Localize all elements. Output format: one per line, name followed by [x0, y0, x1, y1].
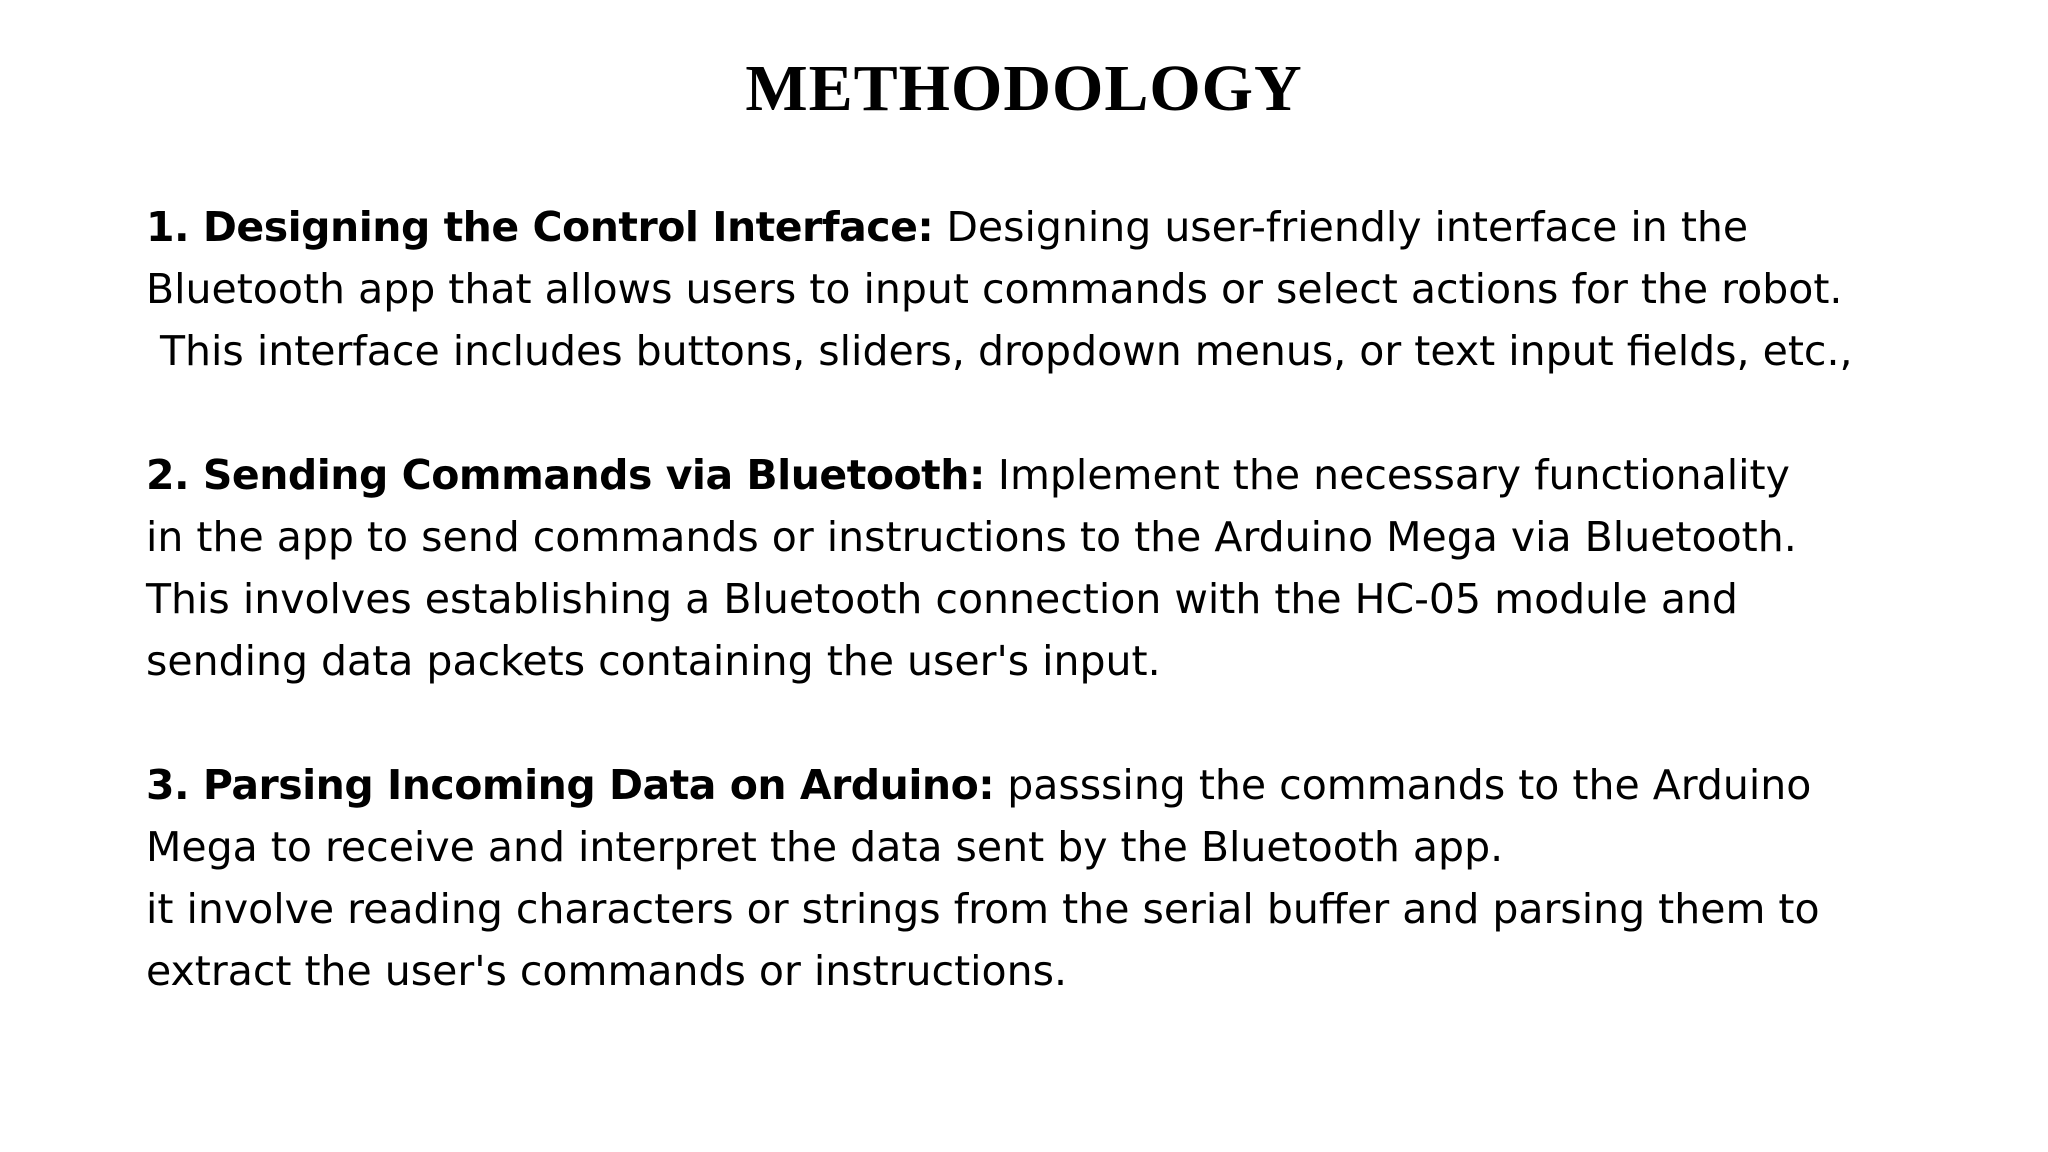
section-3-line-4: extract the user's commands or instructions. [146, 947, 1068, 995]
section-2-heading: 2. Sending Commands via Bluetooth: [146, 451, 985, 499]
section-2-text-1: Implement the necessary functionality [984, 451, 1790, 499]
section-2-line-1 [146, 444, 2006, 506]
section-3 [146, 754, 2006, 1002]
section-gap [146, 382, 2006, 444]
section-3-line-2: Mega to receive and interpret the data sent by the Bluetooth app. [146, 823, 1504, 871]
section-1-line-1 [146, 196, 2006, 258]
methodology-body [146, 196, 2006, 1002]
section-2-line-4: sending data packets containing the user's input. [146, 637, 1161, 685]
section-1-line-2: Bluetooth app that allows users to input commands or select actions for the robot. [146, 265, 1843, 313]
section-2-line-3: This involves establishing a Bluetooth connection with the HC-05 module and [146, 575, 1738, 623]
section-3-heading: 3. Parsing Incoming Data on Arduino: [146, 761, 995, 809]
section-gap [146, 692, 2006, 754]
slide-title: METHODOLOGY [745, 52, 1303, 125]
section-1 [146, 196, 2006, 382]
section-1-text-1: Designing user-friendly interface in the [933, 203, 1749, 251]
section-3-text-1: passsing the commands to the Arduino [994, 761, 1812, 809]
section-1-heading: 1. Designing the Control Interface: [146, 203, 934, 251]
section-1-line-3: This interface includes buttons, sliders, dropdown menus, or text input fields, etc., [160, 327, 1853, 375]
section-2-line-2: in the app to send commands or instructions to the Arduino Mega via Bluetooth. [146, 513, 1797, 561]
section-3-line-1 [146, 754, 2006, 816]
section-3-line-3: it involve reading characters or strings from the serial buffer and parsing them to [146, 885, 1820, 933]
section-2 [146, 444, 2006, 692]
